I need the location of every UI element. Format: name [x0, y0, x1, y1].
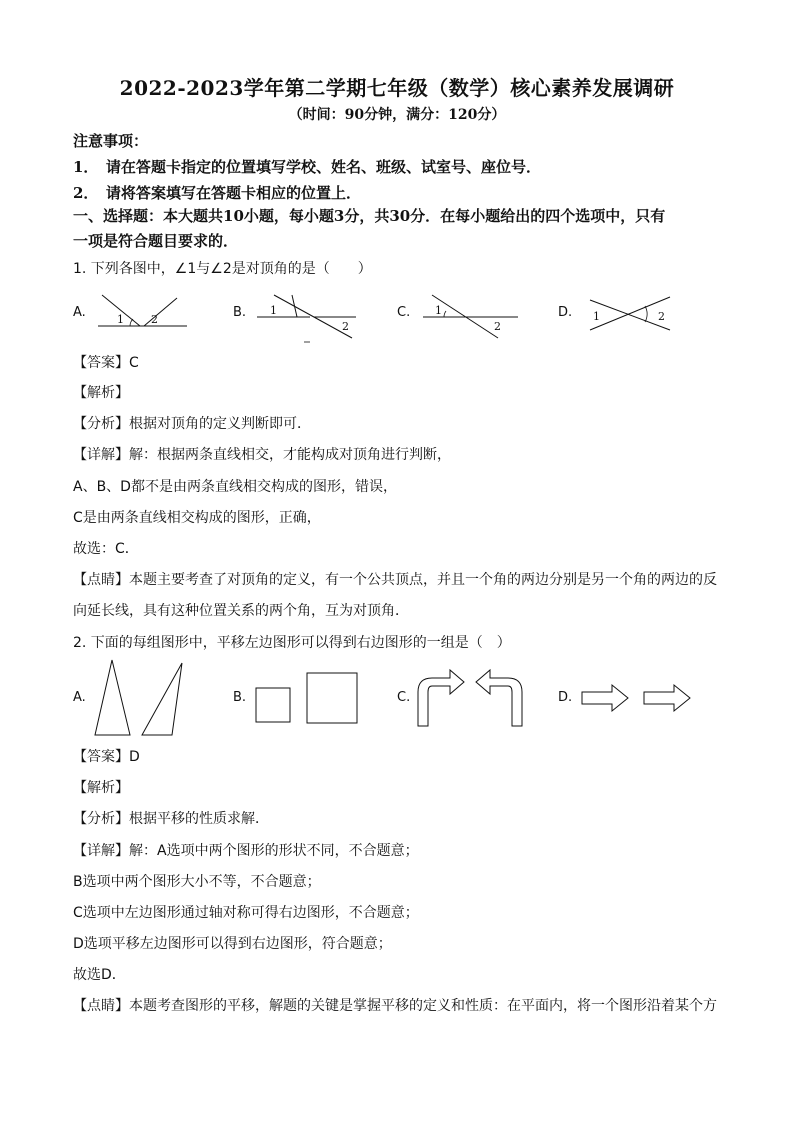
q2-detail-d: D选项平移左边图形可以得到右边图形，符合题意； — [73, 936, 392, 952]
angle-label-1: 1 — [270, 304, 277, 317]
q1-figure-c — [418, 290, 528, 345]
q1-analysis: 【分析】根据对顶角的定义判断即可． — [73, 416, 311, 432]
q2-figure-a — [90, 655, 190, 740]
q1-detail-abd: A、B、D都不是由两条直线相交构成的图形，错误， — [73, 479, 397, 495]
q2-analysis-heading: 【解析】 — [73, 780, 129, 796]
q1-detail: 【详解】解：根据两条直线相交，才能构成对顶角进行判断， — [73, 447, 451, 463]
q2-figure-b — [252, 668, 367, 728]
q2-detail-b: B选项中两个图形大小不等，不合题意； — [73, 874, 321, 890]
q2-figure-d — [578, 681, 696, 715]
q2-conclusion: 故选D． — [73, 967, 126, 983]
q1-detail-c: C是由两条直线相交构成的图形，正确， — [73, 510, 321, 526]
q2-figure-c — [414, 666, 529, 730]
page-title: 2022-2023学年第二学期七年级（数学）核心素养发展调研 — [119, 76, 675, 100]
q1-figure-d — [585, 292, 675, 337]
q1-conclusion: 故选：C． — [73, 541, 139, 557]
q1-option-d-label: D. — [558, 305, 573, 320]
q1-comment-line1: 【点睛】本题主要考查了对顶角的定义，有一个公共顶点，并且一个角的两边分别是另一个角的两边的反 — [73, 572, 717, 588]
section-heading-line1: 一、选择题：本大题共10小题，每小题3分，共30分．在每小题给出的四个选项中，只有 — [73, 207, 666, 225]
exam-info: （时间：90分钟，满分：120分） — [288, 107, 506, 123]
q2-analysis: 【分析】根据平移的性质求解． — [73, 811, 269, 827]
angle-label-2: 2 — [494, 320, 501, 333]
q2-stem: 2. 下面的每组图形中，平移左边图形可以得到右边图形的一组是（ ） — [73, 635, 511, 651]
q2-answer: 【答案】D — [73, 749, 140, 765]
note-item-1: 1． 请在答题卡指定的位置填写学校、姓名、班级、试室号、座位号． — [73, 158, 541, 176]
q1-option-c-label: C. — [397, 305, 411, 320]
q2-option-a-label: A. — [73, 690, 86, 705]
q2-comment-line1: 【点睛】本题考查图形的平移，解题的关键是掌握平移的定义和性质：在平面内，将一个图形沿着某个方 — [73, 998, 717, 1014]
angle-label-1: 1 — [117, 313, 124, 326]
q2-detail-a: 【详解】解：A选项中两个图形的形状不同，不合题意； — [73, 843, 419, 859]
q1-option-b-label: B. — [233, 305, 247, 320]
q1-analysis-heading: 【解析】 — [73, 385, 129, 401]
angle-label-2: 2 — [342, 320, 349, 333]
notes-heading: 注意事项： — [73, 132, 149, 150]
q1-stem: 1. 下列各图中，∠1与∠2是对顶角的是（ ） — [73, 261, 372, 277]
q2-option-c-label: C. — [397, 690, 411, 705]
q1-figure-b — [252, 290, 362, 348]
angle-label-2: 2 — [151, 313, 158, 326]
angle-label-2: 2 — [658, 310, 665, 323]
angle-label-1: 1 — [593, 310, 600, 323]
q1-figure-a — [92, 290, 192, 335]
q1-comment-line2: 向延长线，具有这种位置关系的两个角，互为对顶角． — [73, 603, 409, 619]
section-heading-line2: 一项是符合题目要求的． — [73, 232, 239, 250]
note-item-2: 2． 请将答案填写在答题卡相应的位置上． — [73, 184, 361, 202]
q2-detail-c: C选项中左边图形通过轴对称可得右边图形，不合题意； — [73, 905, 419, 921]
q1-option-a-label: A. — [73, 305, 86, 320]
q1-answer: 【答案】C — [73, 355, 139, 371]
q2-option-b-label: B. — [233, 690, 247, 705]
q2-option-d-label: D. — [558, 690, 573, 705]
angle-label-1: 1 — [435, 304, 442, 317]
